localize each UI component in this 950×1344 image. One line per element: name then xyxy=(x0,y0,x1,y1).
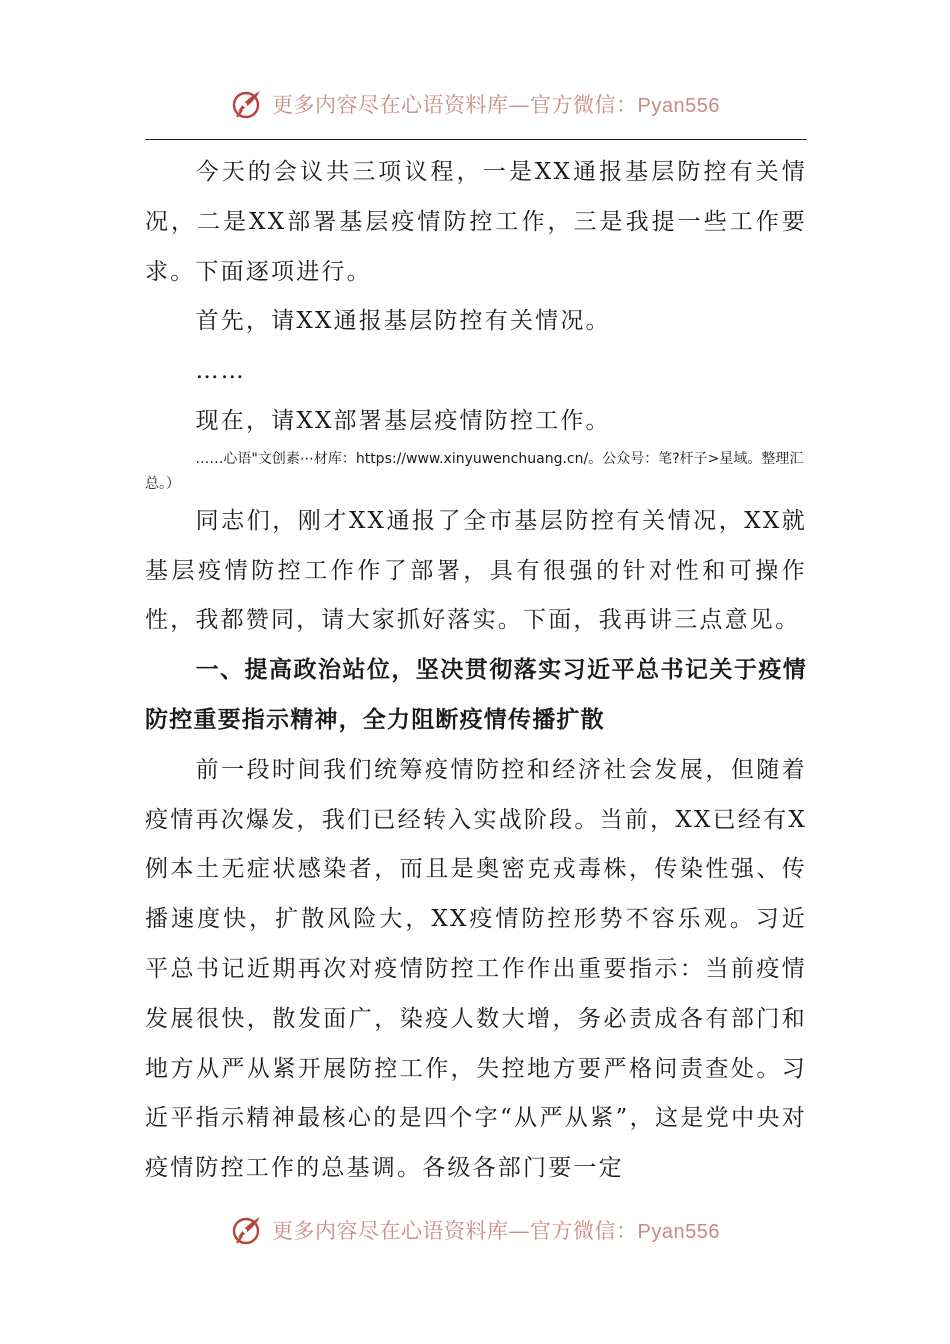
quill-seal-logo-icon xyxy=(230,86,266,122)
paragraph-comrades: 同志们，刚才XX通报了全市基层防控有关情况，XX就基层疫情防控工作作了部署，具有很强的针对性和可操作性，我都赞同，请大家抓好落实。下面，我再讲三点意见。 xyxy=(145,507,807,634)
paragraph-situation: 前一段时间我们统筹疫情防控和经济社会发展，但随着疫情再次爆发，我们已经转入实战阶段。当前，XX已经有X例本土无症状感染者，而且是奥密克戎毒株，传染性强、传播速度快，扩散风险大，XX疫情防控形势不容乐观。习近平总书记近期再次对疫情防控工作作出重要指示：当前疫情发展很快，散发面广，染疫人数大增，务必责成各有部门和地方从严从紧开展防控工作，失控地方要严格问责查处。习近平指示精神最核心的是四个字“从严从紧”，这是党中央对疫情防控工作的总基调。各级各部门要一定 xyxy=(145,756,807,1182)
header-banner-handle: Pyan556 xyxy=(637,95,720,117)
paragraph-second-item: 现在，请XX部署基层疫情防控工作。 xyxy=(195,407,611,434)
header-banner-text: 更多内容尽在心语资料库—官方微信：Pyan556 xyxy=(272,93,720,117)
quill-seal-logo-icon xyxy=(230,1212,266,1248)
paragraph-first-item: 首先，请XX通报基层防控有关情况。 xyxy=(195,308,611,335)
footer-banner-text: 更多内容尽在心语资料库—官方微信：Pyan556 xyxy=(272,1219,720,1243)
document-body xyxy=(145,148,807,1194)
paragraph-ellipsis: …… xyxy=(195,358,246,385)
footer-banner-handle: Pyan556 xyxy=(637,1221,720,1243)
section-heading-1: 一、提高政治站位，坚决贯彻落实习近平总书记关于疫情防控重要指示精神，全力阻断疫情传播扩散 xyxy=(145,657,807,733)
source-note: ……心语"文创素⋯材库：https://www.xinyuwenchuang.cn/。公众号：笔?杆子>星域。整理汇总。） xyxy=(145,450,804,492)
header-banner xyxy=(0,84,950,124)
header-divider xyxy=(145,139,807,140)
footer-banner xyxy=(0,1210,950,1250)
paragraph-agenda: 今天的会议共三项议程，一是XX通报基层防控有关情况，二是XX部署基层疫情防控工作，三是我提一些工作要求。下面逐项进行。 xyxy=(145,159,807,285)
